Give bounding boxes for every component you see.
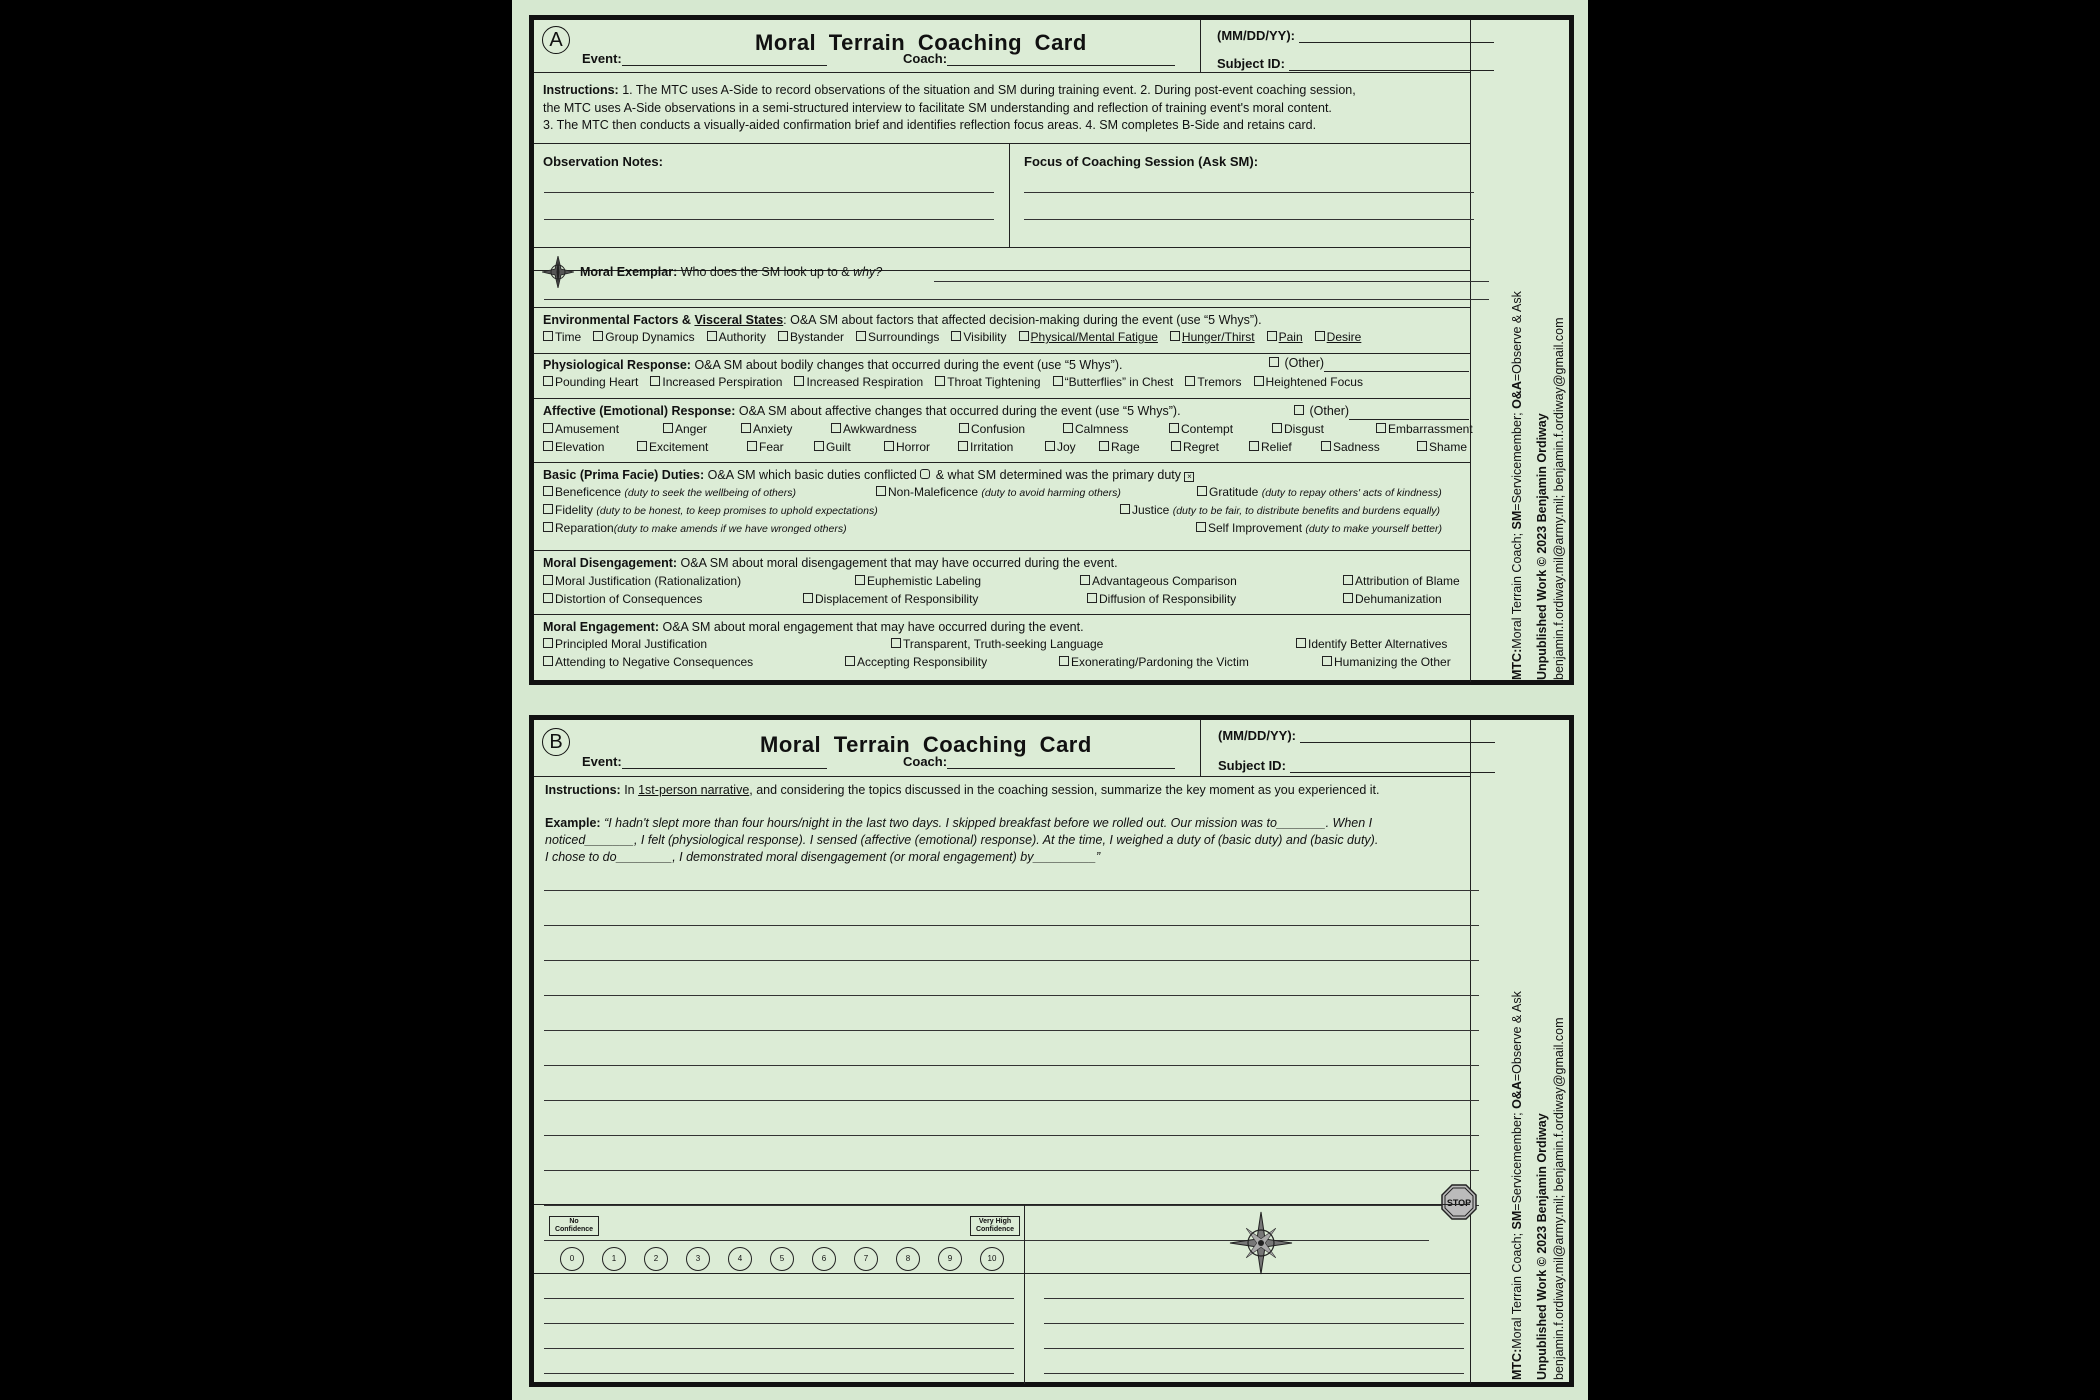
example-text: Example: “I hadn't slept more than four hours/night in the last two days. I skipped breakfast before we rolled out. Our mission was to_______. When I noticed_______, I felt (physiological response). I sensed (affective (emotional) response). At the time, I weighed a duty of (basic duty) and (basic duty). I chose to do________, I demonstrated moral disengagement (or moral engagement) by_________” xyxy=(545,816,1379,864)
duty-reparation[interactable]: Reparation(duty to make amends if we have wronged others) xyxy=(543,519,847,538)
phys-heading: Physiological Response: O&A SM about bodily changes that occurred during the event (use “5 Whys”). xyxy=(543,358,1123,372)
subject-label: Subject ID: xyxy=(1218,758,1286,773)
card-letter-a: A xyxy=(542,26,570,54)
duties-heading: Basic (Prima Facie) Duties: O&A SM which basic duties conflicted & what SM determined was the primary duty × xyxy=(543,466,1196,484)
date-field[interactable] xyxy=(1300,729,1495,743)
phys-other[interactable]: (Other) xyxy=(1269,354,1469,372)
compass-rose-icon xyxy=(1228,1210,1294,1276)
eng-row2: Attending to Negative Consequences Accepting Responsibility Exonerating/Pardoning the Victim Humanizing the Other xyxy=(543,653,1451,671)
focus-label: Focus of Coaching Session (Ask SM): xyxy=(1024,154,1259,169)
scale-option[interactable]: 9 xyxy=(938,1247,962,1271)
affect-other[interactable]: (Other) xyxy=(1294,402,1469,420)
svg-text:STOP: STOP xyxy=(1446,1198,1472,1208)
date-label: (MM/DD/YY): xyxy=(1217,28,1295,43)
subject-field[interactable] xyxy=(1290,759,1495,773)
eng-heading: Moral Engagement: O&A SM about moral engagement that may have occurred during the event. xyxy=(543,620,1084,634)
observation-notes-label: Observation Notes: xyxy=(543,154,663,169)
affect-row2: Elevation Excitement Fear Guilt Horror Irritation Joy Rage Regret Relief Sadness Shame xyxy=(543,438,1467,456)
scale-option[interactable]: 6 xyxy=(812,1247,836,1271)
contact-emails: benjamin.f.ordiway.mil@army.mil; benjamin.f.ordiway@gmail.com xyxy=(1552,1017,1566,1380)
coach-field[interactable] xyxy=(947,755,1175,769)
scale-option[interactable]: 4 xyxy=(728,1247,752,1271)
scale-option[interactable]: 1 xyxy=(602,1247,626,1271)
card-a xyxy=(529,15,1574,685)
scale-option[interactable]: 3 xyxy=(686,1247,710,1271)
stop-sign-icon xyxy=(1441,1184,1477,1220)
card-letter-b: B xyxy=(542,728,570,756)
date-label: (MM/DD/YY): xyxy=(1218,728,1296,743)
event-field[interactable] xyxy=(622,52,827,66)
subject-field[interactable] xyxy=(1289,57,1494,71)
duty-fidelity[interactable]: Fidelity (duty to be honest, to keep promises to uphold expectations) xyxy=(543,501,878,520)
card-b xyxy=(529,715,1574,1387)
duty-non-maleficence[interactable]: Non-Maleficence (duty to avoid harming others) xyxy=(876,483,1121,502)
coach-label: Coach: xyxy=(903,51,948,66)
phys-items: Pounding Heart Increased Perspiration Increased Respiration Throat Tightening “Butterflies” in Chest Tremors Heightened Focus xyxy=(543,373,1363,391)
affect-row1: Amusement Anger Anxiety Awkwardness Confusion Calmness Contempt Disgust Embarrassment xyxy=(543,420,1473,438)
scale-option[interactable]: 5 xyxy=(770,1247,794,1271)
no-confidence-label: No Confidence xyxy=(549,1216,599,1236)
compass-rose-icon xyxy=(542,256,574,288)
copyright: Unpublished Work © 2023 Benjamin Ordiway xyxy=(1535,413,1549,680)
very-high-confidence-label: Very High Confidence xyxy=(970,1216,1020,1236)
card-title: Moral Terrain Coaching Card xyxy=(755,30,1087,55)
diseng-heading: Moral Disengagement: O&A SM about moral disengagement that may have occurred during the event. xyxy=(543,556,1118,570)
copyright: Unpublished Work © 2023 Benjamin Ordiway xyxy=(1535,1113,1549,1380)
eng-row1: Principled Moral Justification Transparent, Truth-seeking Language Identify Better Alternatives xyxy=(543,635,1447,653)
side-legend: MTC:Moral Terrain Coach; SM=Servicemember; O&A=Observe & Ask xyxy=(1510,991,1524,1380)
diseng-row2: Distortion of Consequences Displacement of Responsibility Diffusion of Responsibility Dehumanization xyxy=(543,590,1442,608)
env-heading: Environmental Factors & Visceral States: O&A SM about factors that affected decision-making during the event (use “5 Whys”). xyxy=(543,313,1262,327)
scale-option[interactable]: 2 xyxy=(644,1247,668,1271)
scale-option[interactable]: 7 xyxy=(854,1247,878,1271)
duty-beneficence[interactable]: Beneficence (duty to seek the wellbeing of others) xyxy=(543,483,796,502)
contact-emails: benjamin.f.ordiway.mil@army.mil; benjamin.f.ordiway@gmail.com xyxy=(1552,317,1566,680)
scale-option[interactable]: 10 xyxy=(980,1247,1004,1271)
document-page xyxy=(512,0,1588,1400)
env-items: Time Group Dynamics Authority Bystander Surroundings Visibility Physical/Mental Fatigue Hunger/Thirst Pain Desire xyxy=(543,328,1361,346)
instructions: Instructions: 1. The MTC uses A-Side to record observations of the situation and SM during training event. 2. During post-event coaching session, the MTC uses A-Side observations in a semi-structured interview to facilitate SM understanding and reflection of training event's moral content. 3. The MTC then conducts a visually-aided confirmation brief and identifies reflection focus areas. 4. SM completes B-Side and retains card. xyxy=(543,83,1356,132)
coach-label: Coach: xyxy=(903,754,948,769)
scale-option[interactable]: 0 xyxy=(560,1247,584,1271)
side-legend: MTC:Moral Terrain Coach; SM=Servicemember; O&A=Observe & Ask xyxy=(1510,291,1524,680)
duty-justice[interactable]: Justice (duty to be fair, to distribute benefits and burdens equally) xyxy=(1120,501,1440,520)
coach-field[interactable] xyxy=(947,52,1175,66)
card-title: Moral Terrain Coaching Card xyxy=(760,732,1092,757)
instructions: Instructions: In 1st-person narrative, and considering the topics discussed in the coaching session, summarize the key moment as you experienced it. xyxy=(545,783,1380,797)
event-field[interactable] xyxy=(622,755,827,769)
duty-gratitude[interactable]: Gratitude (duty to repay others' acts of kindness) xyxy=(1197,483,1442,502)
duty-self-improvement[interactable]: Self Improvement (duty to make yourself better) xyxy=(1196,519,1442,538)
event-label: Event: xyxy=(582,51,622,66)
subject-label: Subject ID: xyxy=(1217,56,1285,71)
scale-option[interactable]: 8 xyxy=(896,1247,920,1271)
date-field[interactable] xyxy=(1299,29,1494,43)
affect-heading: Affective (Emotional) Response: O&A SM about affective changes that occurred during the event (use “5 Whys”). xyxy=(543,404,1181,418)
diseng-row1: Moral Justification (Rationalization) Euphemistic Labeling Advantageous Comparison Attribution of Blame xyxy=(543,572,1460,590)
event-label: Event: xyxy=(582,754,622,769)
moral-exemplar: Moral Exemplar: Who does the SM look up to & why? xyxy=(580,265,883,279)
